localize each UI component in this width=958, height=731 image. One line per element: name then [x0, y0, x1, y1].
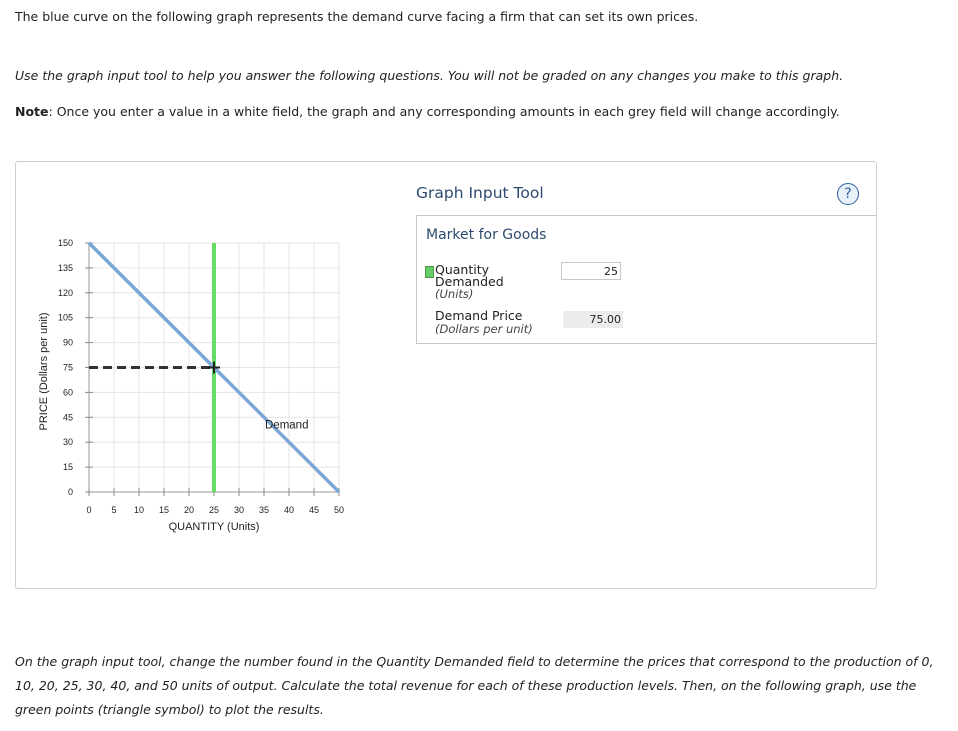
y-tick-label: 15	[62, 462, 73, 473]
demand-price-value: 75.00	[563, 311, 623, 328]
demand-price-label: Demand Price	[435, 308, 523, 323]
y-tick-label: 150	[57, 238, 73, 248]
instructions-text: Use the graph input tool to help you answer the following questions. You will not be graded on any changes you make to this graph.	[15, 68, 844, 83]
intro-text: The blue curve on the following graph represents the demand curve facing a firm that can set its own prices.	[15, 9, 699, 24]
y-tick-label: 120	[57, 287, 73, 298]
y-tick-label: 105	[57, 312, 73, 323]
demand-price-unit: (Dollars per unit)	[435, 322, 533, 336]
x-tick-label: 50	[333, 505, 345, 515]
x-tick-label: 20	[183, 505, 195, 515]
note-text	[15, 104, 840, 119]
note-body: : Once you enter a value in a white field, the graph and any corresponding amounts in each grey field will change accordingly.	[48, 104, 840, 119]
note-label: Note	[15, 104, 49, 119]
y-tick-label: 45	[62, 412, 73, 423]
help-icon[interactable]: ?	[837, 183, 859, 205]
x-tick-label: 0	[86, 505, 92, 515]
demand-chart	[16, 162, 416, 586]
x-tick-label: 35	[258, 505, 270, 515]
y-tick-label: 75	[62, 362, 73, 373]
x-tick-label: 40	[283, 505, 295, 515]
x-tick-label: 45	[308, 505, 320, 515]
x-tick-label: 30	[233, 505, 245, 515]
demand-curve-label: Demand	[265, 419, 309, 432]
quantity-demanded-label-2: Demanded	[435, 274, 504, 289]
quantity-demanded-unit: (Units)	[435, 287, 474, 301]
graph-input-tool-title: Graph Input Tool	[416, 184, 544, 202]
y-tick-label: 90	[62, 337, 73, 348]
quantity-legend-swatch	[425, 266, 434, 278]
y-tick-label: 0	[67, 487, 73, 497]
y-tick-label: 135	[57, 262, 73, 273]
x-axis-label: QUANTITY (Units)	[168, 521, 260, 533]
x-tick-label: 15	[158, 505, 170, 515]
x-tick-label: 10	[133, 505, 145, 515]
x-tick-label: 25	[208, 505, 220, 515]
y-tick-label: 30	[62, 437, 73, 448]
x-tick-label: 5	[111, 505, 117, 515]
market-title: Market for Goods	[426, 227, 547, 243]
quantity-demanded-label-1: Quantity	[435, 262, 490, 277]
closing-instructions: On the graph input tool, change the number found in the Quantity Demanded field to determine the prices that correspond to the production of 0, 10, 20, 25, 30, 40, and 50 units of output. Calculate the total revenue for each of these production levels. Then, on the following graph, use the green points (triangle symbol) to plot the results.	[15, 654, 934, 717]
y-axis-label: PRICE (Dollars per unit)	[38, 312, 50, 431]
graph-input-tool	[15, 161, 877, 589]
quantity-demanded-input[interactable]	[561, 262, 621, 280]
market-panel	[416, 215, 877, 344]
y-tick-label: 60	[62, 387, 73, 398]
